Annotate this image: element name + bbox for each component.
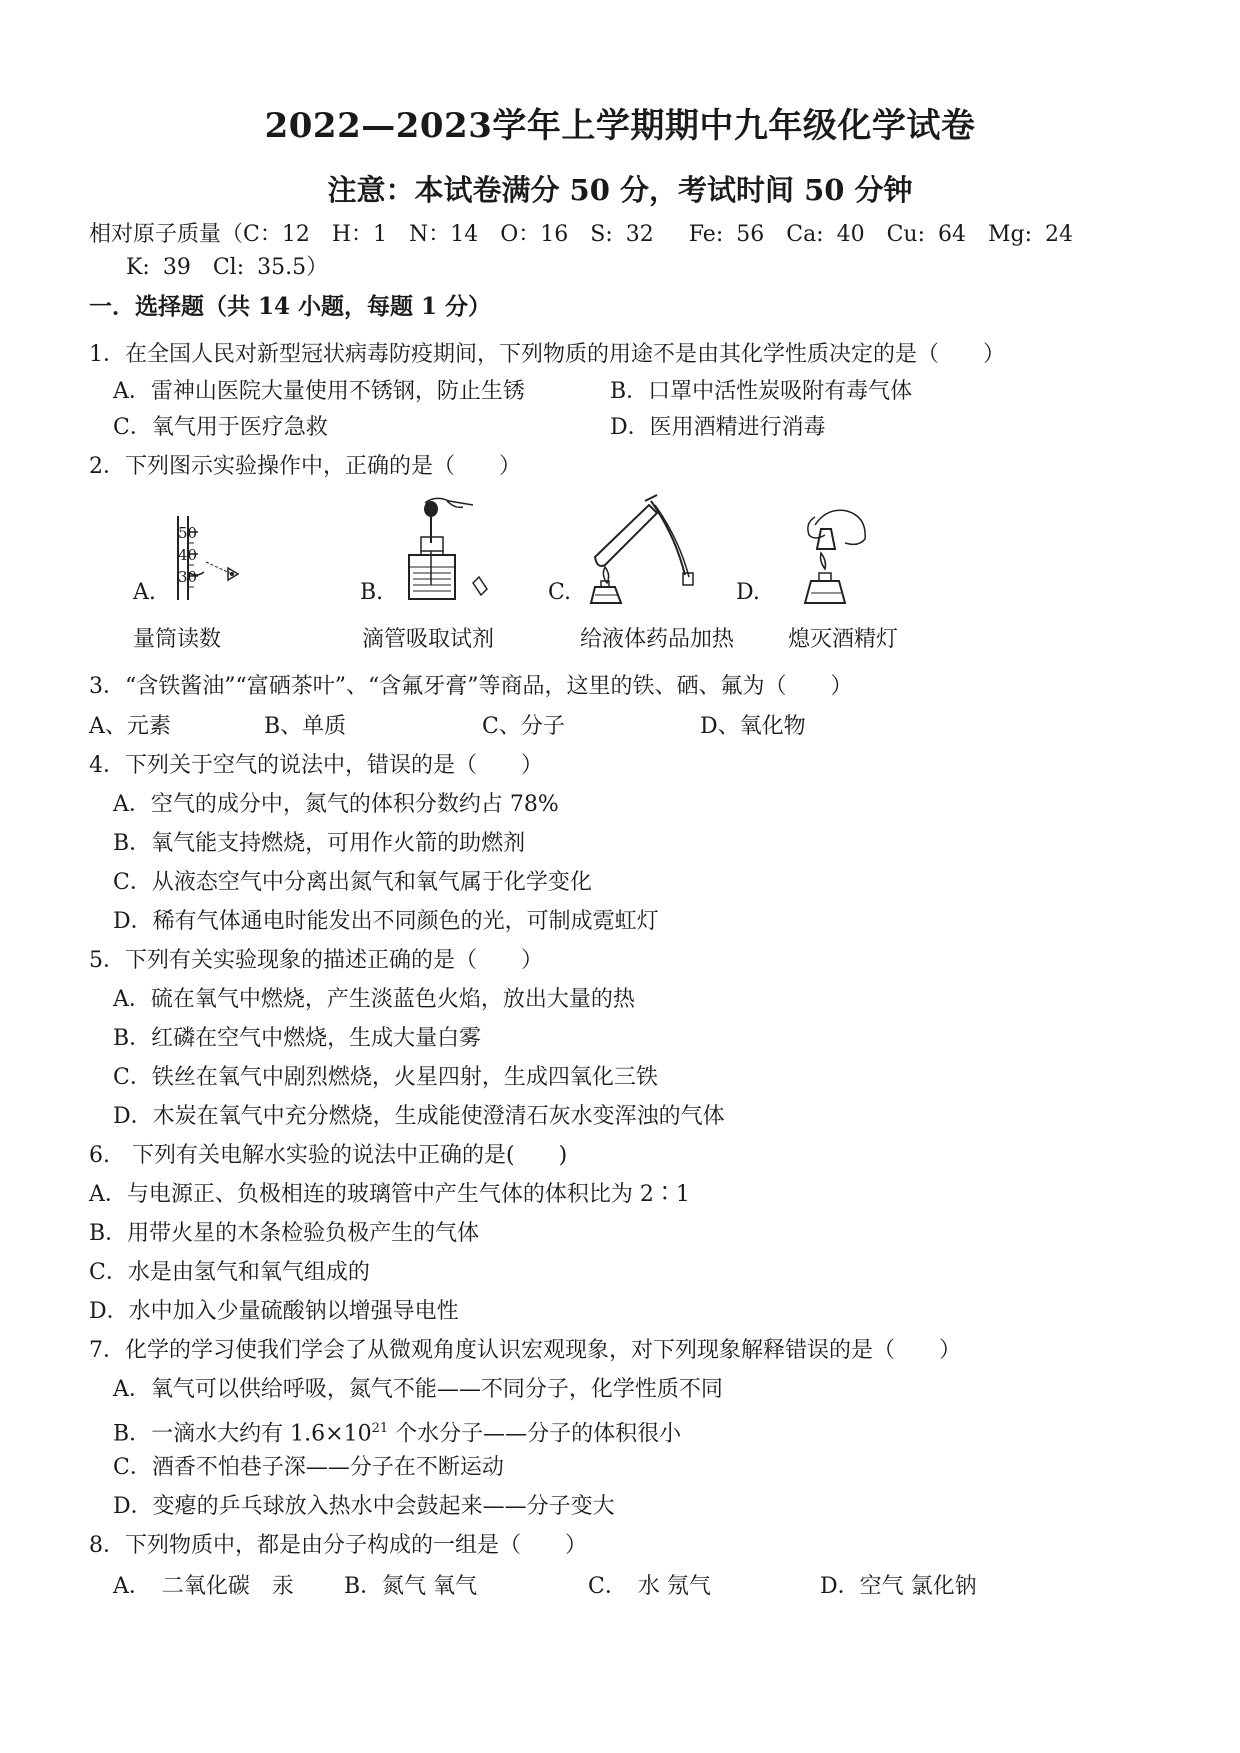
q5-option-a: A．硫在氧气中燃烧，产生淡蓝色火焰，放出大量的热	[113, 987, 635, 1012]
q4-option-a: A．空气的成分中，氮气的体积分数约占 78%	[113, 792, 559, 817]
q1-option-d: D．医用酒精进行消毒	[610, 415, 826, 440]
q5-stem: 5．下列有关实验现象的描述正确的是（ ）	[89, 948, 543, 973]
scale-label-30: 30	[178, 568, 198, 586]
q7-option-a: A．氧气可以供给呼吸，氮气不能——不同分子，化学性质不同	[113, 1377, 723, 1402]
q2-caption-d: 熄灭酒精灯	[788, 627, 899, 652]
q2-option-b-letter: B.	[360, 580, 384, 605]
q8-option-b: B．氮气 氧气	[344, 1574, 478, 1599]
atomic-mass-line-1: 相对原子质量（C：12 H：1 N：14 O：16 S: 32 Fe: 56 Ca: 40 Cu: 64 Mg: 24	[89, 222, 1073, 247]
figure-c-test-tube-heating	[585, 495, 705, 607]
q1-option-b: B．口罩中活性炭吸附有毒气体	[610, 379, 913, 404]
q5-option-c: C．铁丝在氧气中剧烈燃烧，火星四射，生成四氧化三铁	[113, 1065, 658, 1090]
exam-notice: 注意：本试卷满分 50 分，考试时间 50 分钟	[327, 173, 913, 207]
q7-option-b-post: 个水分子——分子的体积很小	[388, 1421, 682, 1447]
scale-label-50: 50	[178, 524, 198, 542]
q2-option-a-letter: A.	[133, 580, 156, 605]
q1-option-c: C．氧气用于医疗急救	[113, 415, 328, 440]
q2-stem: 2．下列图示实验操作中，正确的是（ ）	[89, 454, 521, 479]
scale-label-40: 40	[178, 546, 198, 564]
q4-option-b: B．氧气能支持燃烧，可用作火箭的助燃剂	[113, 831, 526, 856]
figure-d-extinguish-lamp	[775, 495, 885, 607]
q3-option-d: D、氧化物	[700, 714, 806, 739]
q1-stem: 1．在全国人民对新型冠状病毒防疫期间，下列物质的用途不是由其化学性质决定的是（ ）	[89, 342, 1006, 367]
q4-option-c: C．从液态空气中分离出氮气和氧气属于化学变化	[113, 870, 592, 895]
q3-stem: 3．“含铁酱油”“富硒茶叶”、“含氟牙膏”等商品，这里的铁、硒、氟为（ ）	[89, 674, 853, 699]
section-heading: 一．选择题（共 14 小题，每题 1 分）	[89, 293, 492, 320]
q2-caption-a: 量筒读数	[133, 627, 222, 652]
q7-stem: 7．化学的学习使我们学会了从微观角度认识宏观现象，对下列现象解释错误的是（ ）	[89, 1338, 962, 1363]
q7-option-b-pre: B．一滴水大约有 1.6×10	[113, 1421, 372, 1447]
exam-title: 2022—2023学年上学期期中九年级化学试卷	[264, 106, 976, 146]
q7-option-c: C．酒香不怕巷子深——分子在不断运动	[113, 1455, 504, 1480]
q2-option-d-letter: D.	[736, 580, 760, 605]
q7-option-b	[113, 1414, 681, 1449]
q8-option-c: C． 水 氖气	[588, 1574, 711, 1599]
q1-option-a: A．雷神山医院大量使用不锈钢，防止生锈	[113, 379, 525, 404]
q6-option-a: A．与电源正、负极相连的玻璃管中产生气体的体积比为 2∶1	[89, 1182, 690, 1207]
q3-option-b: B、单质	[264, 714, 347, 739]
q6-option-b: B．用带火星的木条检验负极产生的气体	[89, 1221, 480, 1246]
q6-option-c: C．水是由氢气和氧气组成的	[89, 1260, 370, 1285]
q7-option-b-exponent: 21	[371, 1421, 389, 1436]
q6-option-d: D．水中加入少量硫酸钠以增强导电性	[89, 1299, 459, 1324]
q3-option-c: C、分子	[482, 714, 565, 739]
q4-option-d: D．稀有气体通电时能发出不同颜色的光，可制成霓虹灯	[113, 909, 659, 934]
q6-stem: 6. 下列有关电解水实验的说法中正确的是( )	[89, 1143, 568, 1168]
atomic-mass-line-2: K: 39 Cl: 35.5）	[126, 255, 329, 280]
q8-option-d: D．空气 氯化钠	[820, 1574, 977, 1599]
q2-option-c-letter: C.	[548, 580, 572, 605]
q4-stem: 4．下列关于空气的说法中，错误的是（ ）	[89, 753, 543, 778]
q8-stem: 8．下列物质中，都是由分子构成的一组是（ ）	[89, 1533, 587, 1558]
q5-option-d: D．木炭在氧气中充分燃烧，生成能使澄清石灰水变浑浊的气体	[113, 1104, 725, 1129]
q2-caption-b: 滴管吸取试剂	[362, 627, 495, 652]
q5-option-b: B．红磷在空气中燃烧，生成大量白雾	[113, 1026, 482, 1051]
q8-option-a: A． 二氧化碳 汞	[113, 1574, 294, 1599]
q3-option-a: A、元素	[89, 714, 171, 739]
figure-b-dropper-bottle	[395, 495, 505, 605]
q2-caption-c: 给液体药品加热	[580, 627, 735, 652]
q7-option-d: D．变瘪的乒乓球放入热水中会鼓起来——分子变大	[113, 1494, 615, 1519]
